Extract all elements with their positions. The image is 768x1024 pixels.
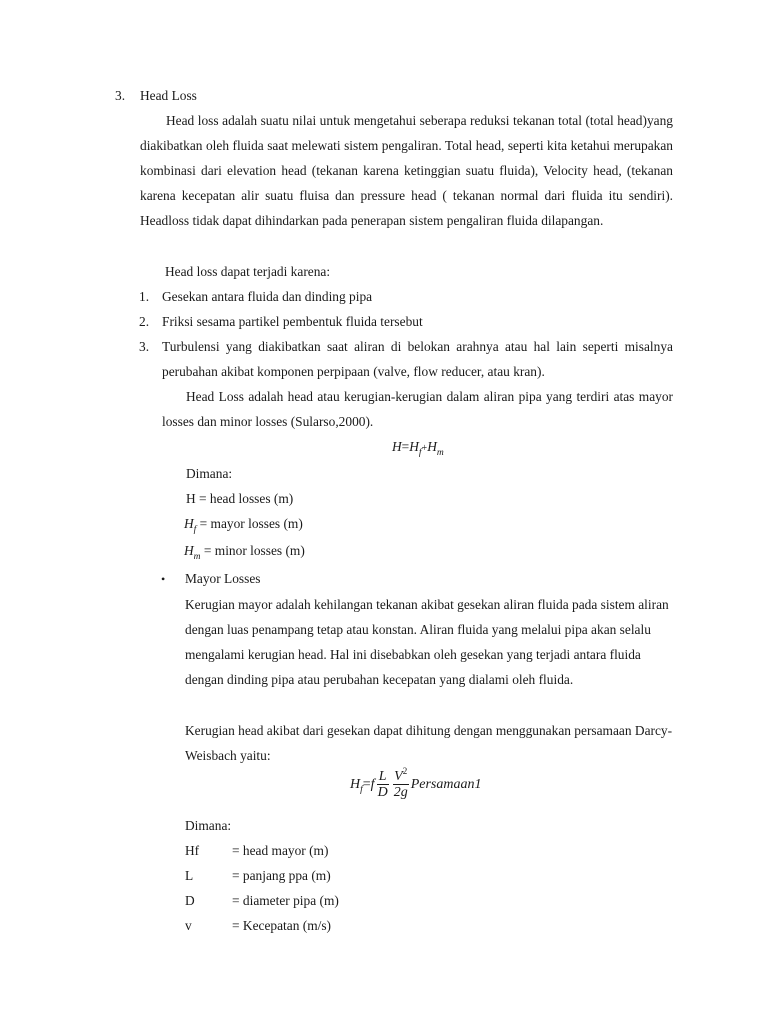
var-def-v: = Kecepatan (m/s) (232, 918, 332, 933)
section-title: Head Loss (140, 88, 197, 103)
var-def-d: = diameter pipa (m) (232, 893, 339, 908)
section-number: 3. (115, 88, 126, 103)
intro-paragraph: Head loss adalah suatu nilai untuk mengetahui seberapa reduksi tekanan total (total head)yang diakibatkan oleh fluida saat melewati sistem pengaliran. Total head, seperti kita ketahui merupakan kombinasi dari elevation head (tekanan karena ketinggian suatu fluida), Velocity head, (tekanan karena kecepatan alir suatu fluisa dan pressure head ( tekanan normal dari fluida itu sendiri). Headloss tidak dapat dihindarkan pada penerapan sistem pengaliran fluida dilapangan. (140, 113, 673, 229)
def-hf: $H_f$ = mayor losses (m) (184, 516, 303, 535)
where-label-1: Dimana: (186, 466, 233, 481)
def-hm: $H_m$ = minor losses (m) (184, 543, 305, 562)
definition-paragraph: Head Loss adalah head atau kerugian-kerugian dalam aliran pipa yang terdiri atas mayor losses dan minor losses (Sularso,2000). (162, 389, 673, 430)
cause-text-3: Turbulensi yang diakibatkan saat aliran di belokan arahnya atau hal lain seperti misalnya perubahan akibat komponen perpipaan (valve, flow reducer, atau kran). (162, 339, 673, 380)
cause-number-2: 2. (139, 314, 150, 329)
mayor-losses-title: Mayor Losses (185, 571, 261, 586)
cause-text-1: Gesekan antara fluida dan dinding pipa (162, 289, 373, 304)
var-symbol-hf: Hf (185, 843, 200, 858)
mayor-paragraph-1: Kerugian mayor adalah kehilangan tekanan akibat gesekan aliran fluida pada sistem aliran dengan luas penampang tetap atau konstan. Aliran fluida yang melalui pipa akan selalu mengalami kerugian head. Hal ini disebabkan oleh gesekan yang terjadi antara fluida dengan dinding pipa atau perubahan kecepatan yang dialami oleh fluida. (185, 597, 669, 688)
equation-darcy-weisbach: $H_f=f$ $\frac{L}{D}$ $\frac{V^2}{2g}$ Persamaan1 (350, 766, 482, 800)
cause-number-1: 1. (139, 289, 150, 304)
var-symbol-v: v (185, 918, 192, 933)
var-def-hf: = head mayor (m) (232, 843, 329, 858)
var-symbol-l: L (185, 868, 194, 883)
var-symbol-d: D (185, 893, 195, 908)
cause-text-2: Friksi sesama partikel pembentuk fluida tersebut (162, 314, 423, 329)
def-h: H = head losses (m) (186, 491, 294, 506)
causes-intro: Head loss dapat terjadi karena: (165, 264, 331, 279)
where-label-2: Dimana: (185, 818, 232, 833)
equation-head-loss: $H=H_f+H_m$ (392, 439, 444, 458)
bullet-icon: • (161, 572, 166, 586)
cause-number-3: 3. (139, 339, 150, 354)
mayor-paragraph-2: Kerugian head akibat dari gesekan dapat dihitung dengan menggunakan persamaan Darcy-Weisbach yaitu: (185, 723, 673, 764)
var-def-l: = panjang ppa (m) (232, 868, 331, 883)
